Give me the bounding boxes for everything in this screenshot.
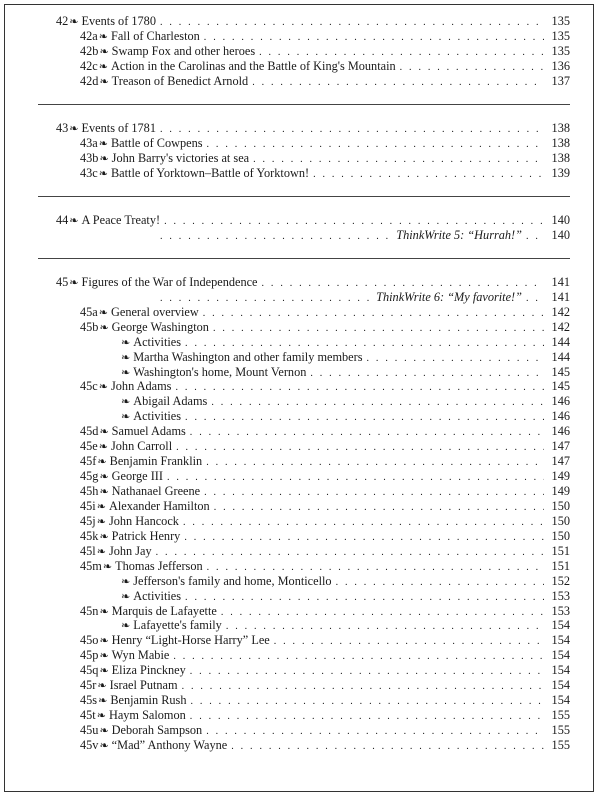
fleuron-icon: ❧ (99, 635, 109, 648)
toc-entry[interactable] (0, 394, 600, 409)
entry-number: 45d (80, 424, 99, 439)
toc-entry[interactable] (0, 44, 600, 59)
toc-entry[interactable] (0, 484, 600, 499)
fleuron-icon: ❧ (121, 590, 131, 603)
fleuron-icon: ❧ (99, 152, 109, 165)
entry-title: Benjamin Franklin (109, 454, 203, 469)
page-number: 135 (551, 28, 570, 43)
fleuron-icon: ❧ (99, 321, 109, 334)
entry-title: Wyn Mabie (111, 648, 170, 663)
entry-title: “Mad” Anthony Wayne (111, 737, 228, 752)
entry-title: Patrick Henry (111, 528, 181, 543)
entry-number: 45c (80, 379, 98, 394)
page-number: 154 (551, 618, 570, 633)
toc-chapter[interactable] (0, 213, 600, 228)
entry-number: 45i (80, 498, 96, 513)
fleuron-icon: ❧ (121, 351, 131, 364)
entry-number: 42a (80, 28, 98, 43)
page-number: 154 (551, 663, 570, 678)
section-gap (0, 259, 600, 275)
entry-number: 45t (80, 708, 96, 723)
entry-title: Events of 1780 (81, 14, 156, 28)
toc-entry[interactable] (0, 305, 600, 320)
fleuron-icon: ❧ (121, 411, 131, 424)
toc-entry[interactable] (0, 29, 600, 44)
toc-chapter[interactable] (0, 14, 600, 29)
toc-entry[interactable] (0, 544, 600, 559)
entry-title: Haym Salomon (108, 708, 186, 723)
entry-title: Marquis de Lafayette (111, 603, 217, 618)
page-number: 155 (551, 723, 570, 737)
entry-number: 45j (80, 513, 96, 528)
page-number: 141 (551, 274, 570, 289)
fleuron-icon: ❧ (99, 471, 109, 484)
page-number: 154 (551, 633, 570, 648)
entry-title: John Barry's victories at sea (111, 150, 250, 165)
entry-number: 42d (80, 73, 99, 88)
entry-title: Thomas Jefferson (115, 558, 203, 573)
page-number: 153 (551, 603, 570, 618)
entry-number: 45g (80, 469, 99, 484)
fleuron-icon: ❧ (69, 214, 79, 227)
page-number: 155 (551, 708, 570, 723)
page-number: 135 (551, 14, 570, 28)
page-number: 153 (551, 588, 570, 603)
fleuron-icon: ❧ (121, 396, 131, 409)
page-number: 154 (551, 678, 570, 693)
entry-title: General overview (110, 304, 199, 319)
page-number: 155 (551, 737, 570, 752)
toc-entry[interactable] (0, 424, 600, 439)
entry-title: Abigail Adams (133, 394, 208, 409)
entry-number: 43c (80, 165, 98, 180)
entry-title: George III (111, 469, 163, 484)
entry-number: 45o (80, 633, 99, 648)
page-number: 139 (551, 165, 570, 180)
entry-title: Henry “Light-Horse Harry” Lee (111, 633, 270, 648)
page-number: 151 (551, 543, 570, 558)
fleuron-icon: ❧ (69, 122, 79, 135)
entry-number: 45 (56, 274, 69, 289)
toc-entry[interactable] (0, 469, 600, 484)
toc-entry[interactable] (0, 723, 600, 738)
section-gap (0, 105, 600, 121)
page-number: 151 (551, 558, 570, 573)
page-number: 145 (551, 379, 570, 394)
entry-title: Israel Putnam (109, 678, 178, 693)
entry-number: 43 (56, 120, 69, 135)
entry-title: Action in the Carolinas and the Battle of King's Mountain (110, 58, 396, 73)
section-divider (38, 196, 570, 197)
page-number: 146 (551, 424, 570, 439)
toc-entry[interactable] (0, 648, 600, 663)
page-number: 147 (551, 439, 570, 454)
toc-entry[interactable] (0, 633, 600, 648)
page-number: 142 (551, 319, 570, 334)
dot-leader (231, 740, 544, 755)
entry-title: Activities (133, 334, 182, 349)
fleuron-icon: ❧ (99, 650, 109, 663)
toc-chapter[interactable] (0, 275, 600, 290)
fleuron-icon: ❧ (121, 620, 131, 633)
entry-title: Alexander Hamilton (108, 498, 210, 513)
entry-title: Nathanael Greene (111, 484, 201, 498)
toc-entry[interactable] (0, 335, 600, 350)
toc-entry[interactable] (0, 574, 600, 589)
entry-title: George Washington (111, 319, 209, 334)
entry-number: 45l (80, 543, 96, 558)
entry-number: 45b (80, 319, 99, 334)
page-number: 149 (551, 469, 570, 484)
entry-title: ThinkWrite 6: “My favorite!” (376, 289, 522, 304)
fleuron-icon: ❧ (99, 530, 109, 543)
entry-title: Swamp Fox and other heroes (111, 43, 256, 58)
page-number: 145 (551, 364, 570, 379)
toc-entry[interactable] (0, 439, 600, 454)
entry-title: Figures of the War of Independence (81, 274, 258, 289)
dot-leader (526, 230, 544, 245)
fleuron-icon: ❧ (98, 30, 108, 43)
toc-entry[interactable] (0, 618, 600, 633)
dot-leader (160, 230, 392, 245)
toc-entry[interactable] (0, 379, 600, 394)
entry-number: 45n (80, 603, 99, 618)
entry-number: 45s (80, 693, 98, 708)
entry-title: Washington's home, Mount Vernon (133, 364, 307, 379)
entry-title: Battle of Cowpens (110, 135, 203, 150)
page-number: 146 (551, 394, 570, 409)
fleuron-icon: ❧ (99, 45, 109, 58)
entry-title: A Peace Treaty! (81, 212, 161, 227)
fleuron-icon: ❧ (98, 381, 108, 394)
toc-entry[interactable] (0, 738, 600, 753)
toc-entry[interactable] (0, 59, 600, 74)
toc-entry[interactable] (0, 693, 600, 708)
table-of-contents (0, 14, 600, 753)
page-number: 154 (551, 693, 570, 708)
toc-entry[interactable] (0, 409, 600, 424)
entry-title: Lafayette's family (133, 618, 222, 633)
entry-number: 45a (80, 304, 98, 319)
page-number: 150 (551, 528, 570, 543)
fleuron-icon: ❧ (98, 306, 108, 319)
fleuron-icon: ❧ (121, 366, 131, 379)
toc-entry[interactable] (0, 589, 600, 604)
entry-number: 45q (80, 663, 99, 678)
fleuron-icon: ❧ (98, 167, 108, 180)
fleuron-icon: ❧ (99, 75, 109, 88)
entry-title: Activities (133, 588, 182, 603)
fleuron-icon: ❧ (98, 441, 108, 454)
entry-title: John Adams (110, 379, 172, 394)
entry-number: 45f (80, 454, 97, 469)
entry-number: 45p (80, 648, 99, 663)
entry-title: Deborah Sampson (111, 723, 203, 737)
fleuron-icon: ❧ (69, 276, 79, 289)
entry-number: 45m (80, 558, 102, 573)
dot-leader (252, 76, 544, 91)
section-gap (0, 181, 600, 197)
entry-number: 45e (80, 439, 98, 454)
entry-number: 43a (80, 135, 98, 150)
toc-entry[interactable] (0, 663, 600, 678)
section-gap (0, 89, 600, 105)
toc-entry[interactable] (0, 365, 600, 380)
fleuron-icon: ❧ (121, 336, 131, 349)
fleuron-icon: ❧ (96, 515, 106, 528)
entry-number: 45v (80, 737, 99, 752)
page-number: 136 (551, 58, 570, 73)
entry-title: Battle of Yorktown–Battle of Yorktown! (110, 165, 310, 180)
toc-entry[interactable] (0, 514, 600, 529)
fleuron-icon: ❧ (102, 560, 113, 573)
page-number: 144 (551, 334, 570, 349)
fleuron-icon: ❧ (99, 605, 109, 618)
toc-entry[interactable] (0, 604, 600, 619)
fleuron-icon: ❧ (98, 137, 108, 150)
fleuron-icon: ❧ (99, 665, 109, 678)
fleuron-icon: ❧ (97, 456, 107, 469)
toc-entry[interactable] (0, 350, 600, 365)
page-number: 137 (551, 73, 570, 88)
page-number: 142 (551, 304, 570, 319)
toc-entry[interactable] (0, 559, 600, 574)
page-number: 144 (551, 349, 570, 364)
entry-title: Eliza Pinckney (111, 663, 186, 678)
section-gap (0, 197, 600, 213)
entry-title: Benjamin Rush (110, 693, 187, 708)
toc-entry[interactable] (0, 320, 600, 335)
toc-entry[interactable] (0, 529, 600, 544)
toc-chapter[interactable] (0, 121, 600, 136)
fleuron-icon: ❧ (99, 426, 109, 439)
fleuron-icon: ❧ (98, 695, 108, 708)
toc-entry[interactable] (0, 708, 600, 723)
page-number: 152 (551, 573, 570, 588)
toc-entry[interactable] (0, 166, 600, 181)
page-number: 141 (551, 289, 570, 304)
page-number: 140 (551, 227, 570, 242)
toc-entry[interactable] (0, 151, 600, 166)
page-number: 147 (551, 454, 570, 469)
page-number: 149 (551, 484, 570, 498)
entry-title: John Carroll (110, 439, 173, 454)
entry-title: Events of 1781 (81, 120, 156, 135)
page-number: 146 (551, 409, 570, 424)
entry-number: 42 (56, 14, 69, 28)
entry-title: Samuel Adams (111, 424, 186, 439)
page-number: 154 (551, 648, 570, 663)
page-number: 150 (551, 498, 570, 513)
fleuron-icon: ❧ (99, 725, 109, 737)
entry-number: 42b (80, 43, 99, 58)
toc-entry[interactable] (0, 454, 600, 469)
page-number: 138 (551, 135, 570, 150)
page-number: 140 (551, 212, 570, 227)
entry-title: Activities (133, 409, 182, 424)
page-number: 135 (551, 43, 570, 58)
section-divider (38, 258, 570, 259)
toc-entry[interactable] (0, 678, 600, 693)
fleuron-icon: ❧ (96, 500, 106, 513)
fleuron-icon: ❧ (99, 739, 109, 752)
fleuron-icon: ❧ (97, 680, 107, 693)
entry-number: 45h (80, 484, 99, 498)
dot-leader (313, 168, 544, 183)
fleuron-icon: ❧ (96, 710, 106, 723)
fleuron-icon: ❧ (96, 545, 106, 558)
fleuron-icon: ❧ (99, 486, 109, 498)
entry-number: 43b (80, 150, 99, 165)
entry-title: Fall of Charleston (110, 28, 200, 43)
page-number: 138 (551, 150, 570, 165)
section-divider (38, 104, 570, 105)
entry-number: 45u (80, 723, 99, 737)
entry-title: Treason of Benedict Arnold (111, 73, 249, 88)
entry-number: 45k (80, 528, 99, 543)
entry-title: ThinkWrite 5: “Hurrah!” (396, 227, 522, 242)
entry-number: 45r (80, 678, 97, 693)
toc-thinkwrite[interactable] (0, 228, 600, 243)
entry-title: Jefferson's family and home, Monticello (133, 573, 332, 588)
entry-title: John Hancock (108, 513, 179, 528)
toc-entry[interactable] (0, 499, 600, 514)
entry-title: John Jay (108, 543, 152, 558)
section-gap (0, 243, 600, 259)
toc-thinkwrite[interactable] (0, 290, 600, 305)
toc-entry[interactable] (0, 136, 600, 151)
entry-number: 44 (56, 212, 69, 227)
page-number: 150 (551, 513, 570, 528)
entry-number: 42c (80, 58, 98, 73)
page-number: 138 (551, 120, 570, 135)
toc-entry[interactable] (0, 74, 600, 89)
fleuron-icon: ❧ (69, 16, 79, 28)
fleuron-icon: ❧ (121, 575, 131, 588)
entry-title: Martha Washington and other family members (133, 349, 363, 364)
fleuron-icon: ❧ (98, 60, 108, 73)
